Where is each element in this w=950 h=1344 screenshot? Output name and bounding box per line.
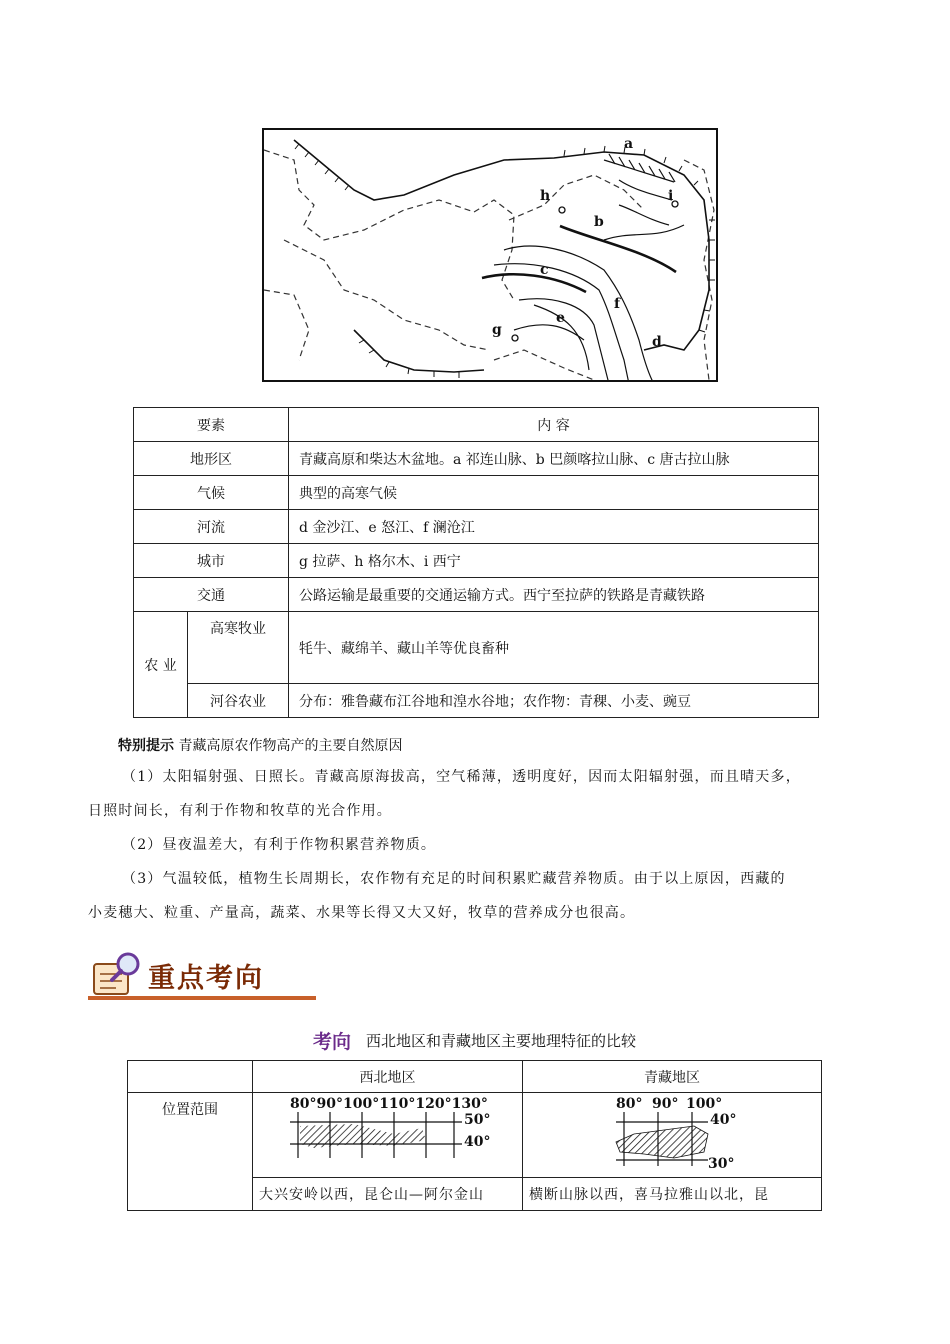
agri-sub-key: 河谷农业 (188, 684, 289, 718)
qz-lon-80: 80° (616, 1096, 643, 1112)
agri-sub-value: 牦牛、藏绵羊、藏山羊等优良畜种 (289, 612, 819, 684)
qz-lon-90: 90° (652, 1096, 679, 1112)
header-content: 内 容 (289, 408, 819, 442)
qinghai-tibet-map (262, 128, 718, 382)
comparison-table (127, 1060, 822, 1211)
banner-underline (88, 996, 316, 1000)
header-element: 要素 (134, 408, 289, 442)
qz-grid (524, 1094, 824, 1176)
table-header-row (128, 1061, 822, 1093)
note-label: 特别提示 (118, 738, 174, 754)
row-value: d 金沙江、e 怒江、f 澜沧江 (289, 510, 819, 544)
agri-sub-key: 高寒牧业 (188, 612, 289, 684)
kaoxiang-title: 西北地区和青藏地区主要地理特征的比较 (366, 1032, 637, 1050)
note-p3a: （3）气温较低，植物生长周期长，农作物有充足的时间积累贮藏营养物质。由于以上原因，西藏的 (122, 871, 786, 887)
map-label-a: a (624, 136, 634, 152)
table-row (134, 612, 819, 684)
row-value: 公路运输是最重要的交通运输方式。西宁至拉萨的铁路是青藏铁路 (289, 578, 819, 612)
tibet-features-table (133, 407, 819, 718)
qz-lat-40: 40° (710, 1112, 737, 1128)
row-key: 交通 (134, 578, 289, 612)
header-northwest: 西北地区 (253, 1061, 523, 1093)
note-p1a: （1）太阳辐射强、日照长。青藏高原海拔高，空气稀薄，透明度好，因而太阳辐射强，而且晴天多， (122, 769, 801, 785)
kaoxiang-label: 考向 (313, 1031, 352, 1053)
row-key: 气候 (134, 476, 289, 510)
map-label-i: i (668, 188, 674, 204)
row-key: 城市 (134, 544, 289, 578)
map-label-g: g (492, 322, 502, 338)
note-p1b: 日照时间长，有利于作物和牧草的光合作用。 (88, 803, 392, 819)
row-key: 河流 (134, 510, 289, 544)
header-blank (128, 1061, 253, 1093)
nw-lat-50: 50° (464, 1112, 491, 1128)
qz-lon-100: 100° (686, 1096, 723, 1112)
map-label-f: f (614, 296, 621, 312)
row-key: 地形区 (134, 442, 289, 476)
table-row (128, 1093, 822, 1178)
note-p3b: 小麦穗大、粒重、产量高，蔬菜、水果等长得又大又好，牧草的营养成分也很高。 (88, 905, 636, 921)
agri-group: 农 业 (134, 612, 188, 718)
map-label-d: d (652, 334, 662, 350)
northwest-range-figure (254, 1094, 521, 1176)
map-drawing (264, 130, 718, 382)
nw-lon-labels: 80°90°100°110°120°130° (290, 1096, 488, 1112)
table-header-row (134, 408, 819, 442)
row-label-position: 位置范围 (128, 1093, 253, 1211)
note-p2: （2）昼夜温差大，有利于作物积累营养物质。 (122, 837, 437, 853)
table-row (134, 510, 819, 544)
special-note-heading (118, 735, 402, 755)
section-banner-title: 重点考向 (148, 963, 264, 994)
table-row (134, 442, 819, 476)
northwest-range-text: 大兴安岭以西，昆仑山—阿尔金山 (253, 1178, 523, 1211)
qingzang-figure-cell (523, 1093, 822, 1178)
row-value: 典型的高寒气候 (289, 476, 819, 510)
map-label-e: e (556, 310, 565, 326)
note-paragraphs (88, 760, 864, 930)
table-row (134, 684, 819, 718)
map-label-b: b (594, 214, 604, 230)
map-label-c: c (540, 262, 549, 278)
table-row (134, 476, 819, 510)
nw-lat-40: 40° (464, 1134, 491, 1150)
qz-lat-30: 30° (708, 1156, 735, 1172)
header-qingzang: 青藏地区 (523, 1061, 822, 1093)
note-title: 青藏高原农作物高产的主要自然原因 (178, 738, 403, 754)
agri-sub-value: 分布：雅鲁藏布江谷地和湟水谷地；农作物：青稞、小麦、豌豆 (289, 684, 819, 718)
qingzang-range-figure (524, 1094, 820, 1176)
table-row (134, 578, 819, 612)
map-label-h: h (540, 188, 551, 204)
nw-grid (254, 1094, 524, 1176)
northwest-figure-cell (253, 1093, 523, 1178)
notepad-magnifier-icon (88, 950, 148, 1002)
table-row (134, 544, 819, 578)
qingzang-range-text: 横断山脉以西，喜马拉雅山以北，昆 (523, 1178, 822, 1211)
row-value: g 拉萨、h 格尔木、i 西宁 (289, 544, 819, 578)
row-value: 青藏高原和柴达木盆地。a 祁连山脉、b 巴颜喀拉山脉、c 唐古拉山脉 (289, 442, 819, 476)
